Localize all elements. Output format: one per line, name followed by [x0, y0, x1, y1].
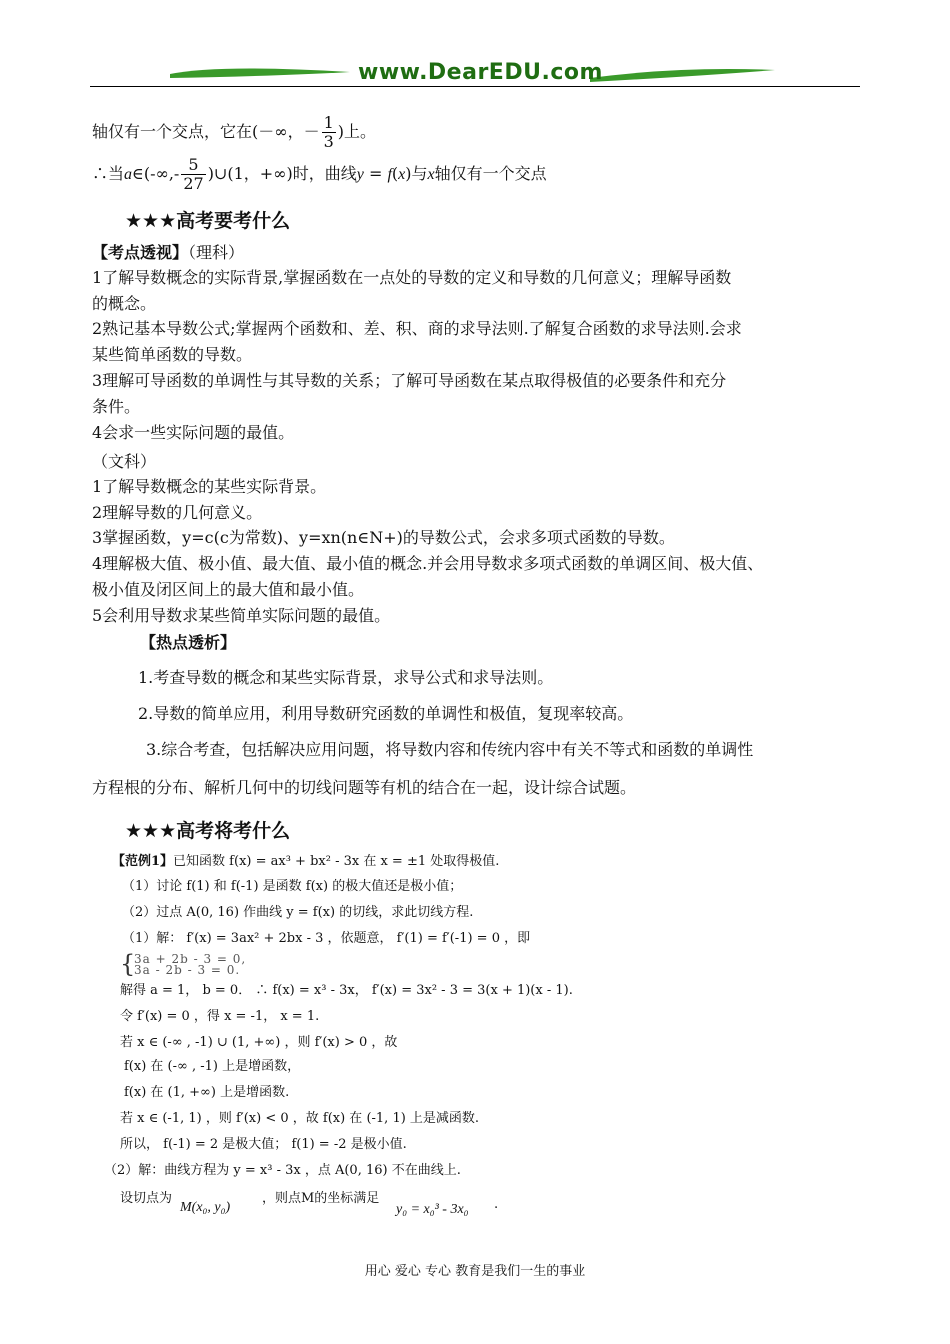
fraction-one-third: $\frac{1}{3}$: [323, 113, 334, 151]
solution-extrema: 所以， f(-1) = 2 是极大值； f(1) = -2 是极小值.: [120, 1137, 407, 1152]
tangent-point-M: M(x₀, y₀): [180, 1200, 231, 1215]
kaodian-wenke-item: 1了解导数概念的某些实际背景。: [92, 477, 327, 496]
header-logo-text: www.DearEDU.com: [358, 60, 603, 85]
tangent-point-intro: 设切点为: [120, 1191, 173, 1206]
header-divider: [90, 86, 860, 87]
kaodian-wenke-item: 3掌握函数，y=c(c为常数)、y=xn(n∈N+)的导数公式，会求多项式函数的导数。: [92, 528, 675, 547]
redian-item-2: 2.导数的简单应用，利用导数研究函数的单调性和极值，复现率较高。: [138, 704, 634, 723]
equation-system-line-1: 3a + 2b - 3 = 0,: [134, 952, 247, 966]
kaodian-like-item: 2熟记基本导数公式;掌握两个函数和、差、积、商的求导法则.了解复合函数的求导法则.会求: [92, 319, 742, 338]
kaodian-like-item: 条件。: [92, 397, 141, 416]
solution-increasing-1: f(x) 在 (-∞ , -1) 上是增函数，: [124, 1059, 301, 1074]
fraction-five-27: $\frac{5}{27}$: [183, 155, 204, 193]
solution-decreasing: 若 x ∈ (-1, 1) ，则 f′(x) < 0 ，故 f(x) 在 (-1, 1) 上是减函数.: [120, 1111, 480, 1126]
section-title-what-will-be-tested: ★★★高考将考什么: [125, 820, 291, 842]
kaodian-like-item: 的概念。: [92, 294, 157, 313]
example-question-1: （1）讨论 f(1) 和 f(-1) 是函数 f(x) 的极大值还是极小值；: [122, 879, 463, 894]
redian-item-4: 方程根的分布、解析几何中的切线问题等有机的结合在一起，设计综合试题。: [92, 778, 637, 797]
kaodian-like-item: 4会求一些实际问题的最值。: [92, 423, 295, 442]
page-footer: 用心 爱心 专心 教育是我们一生的事业: [364, 1264, 586, 1279]
solution-1-start: （1）解： f′(x) = 3ax² + 2bx - 3 ，依题意， f′(1) = f′(-1) = 0 ，即: [122, 931, 531, 946]
intro-line-1: 轴仅有一个交点，它在(－∞，－ $\frac{1}{3}$ )上。: [92, 113, 377, 151]
example-1-statement: 【范例1】已知函数 f(x) = ax³ + bx² - 3x 在 x = ±1 处取得极值.: [112, 854, 500, 869]
section-title-what-tested: ★★★高考要考什么: [125, 210, 291, 232]
kaodian-wenke-item: 2理解导数的几何意义。: [92, 503, 263, 522]
tangent-point-period: .: [494, 1197, 499, 1212]
tangent-point-equation: y₀ = x₀³ - 3x₀: [396, 1202, 469, 1217]
kaodian-like-item: 某些简单函数的导数。: [92, 345, 253, 364]
kaodian-like-item: 3理解可导函数的单调性与其导数的关系；了解可导函数在某点取得极值的必要条件和充分: [92, 371, 727, 390]
redian-item-1: 1.考查导数的概念和某些实际背景，求导公式和求导法则。: [138, 668, 554, 687]
solution-increasing-2: f(x) 在 (1, +∞) 上是增函数.: [124, 1085, 290, 1100]
kaodian-like-item: 1了解导数概念的实际背景,掌握函数在一点处的导数的定义和导数的几何意义；理解导函数: [92, 268, 732, 287]
solution-2-start: （2）解：曲线方程为 y = x³ - 3x ，点 A(0, 16) 不在曲线上.: [104, 1163, 461, 1178]
equation-system-line-2: 3a - 2b - 3 = 0.: [134, 963, 241, 977]
example-question-2: （2）过点 A(0, 16) 作曲线 y = f(x) 的切线，求此切线方程.: [122, 905, 474, 920]
solution-increasing-cond: 若 x ∈ (-∞ , -1) ∪ (1, +∞) ，则 f′(x) > 0 ，故: [120, 1035, 398, 1050]
kaodian-wenke-item: 极小值及闭区间上的最大值和最小值。: [92, 580, 365, 599]
equation-system-brace: {: [120, 950, 136, 978]
solution-critical-points: 令 f′(x) = 0 ，得 x = -1， x = 1.: [120, 1009, 320, 1024]
kaodian-wenke-item: 4理解极大值、极小值、最大值、最小值的概念.并会用导数求多项式函数的单调区间、极大值、: [92, 554, 764, 573]
tangent-point-condition: ，则点M的坐标满足: [262, 1191, 380, 1206]
kaodian-wenke-item: 5会利用导数求某些简单实际问题的最值。: [92, 606, 391, 625]
redian-header: 【热点透析】: [140, 633, 237, 652]
intro-line-2: ∴当a∈(-∞,- $\frac{5}{27}$ )∪(1，+∞)时，曲线y = f(x)与x轴仅有一个交点: [92, 155, 547, 193]
kaodian-header: 【考点透视】（理科）: [92, 243, 245, 262]
solution-ab-values: 解得 a = 1， b = 0． ∴ f(x) = x³ - 3x， f′(x) = 3x² - 3 = 3(x + 1)(x - 1).: [120, 983, 573, 998]
wenke-label: （文科）: [92, 452, 157, 471]
redian-item-3: 3.综合考查，包括解决应用问题，将导数内容和传统内容中有关不等式和函数的单调性: [146, 740, 754, 759]
